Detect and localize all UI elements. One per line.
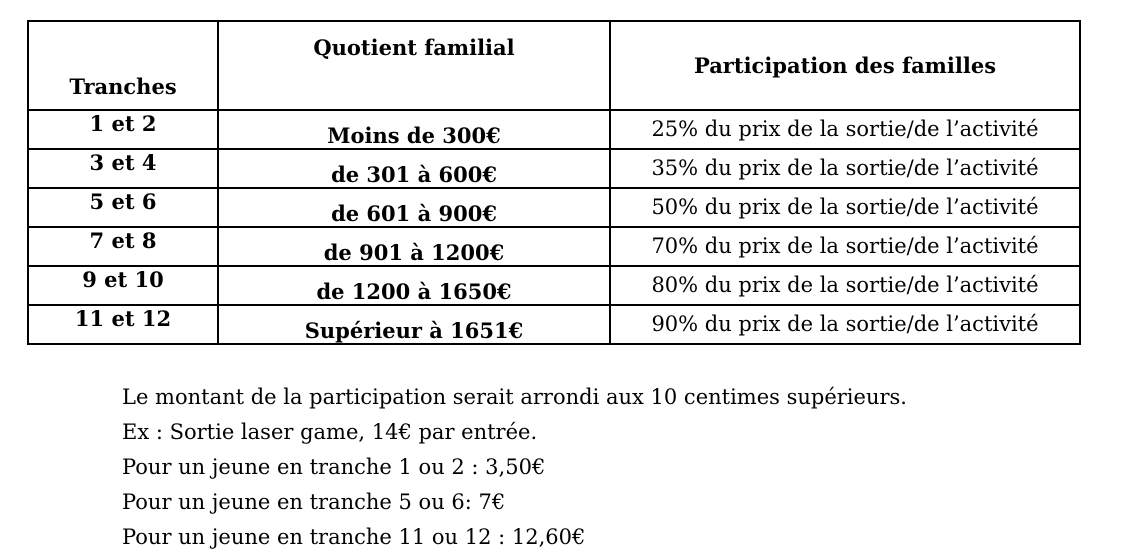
cell-participation: 50% du prix de la sortie/de l’activité [610, 188, 1080, 227]
note-tranche-1-2: Pour un jeune en tranche 1 ou 2 : 3,50€ [122, 455, 546, 479]
table-row [28, 266, 1080, 305]
cell-participation: 90% du prix de la sortie/de l’activité [610, 305, 1080, 344]
notes-block [122, 380, 907, 555]
table-body [28, 110, 1080, 344]
table-row [28, 305, 1080, 344]
cell-tranche: 7 et 8 [28, 227, 218, 266]
header-tranches: Tranches [28, 21, 218, 110]
note-tranche-11-12: Pour un jeune en tranche 11 ou 12 : 12,60€ [122, 525, 586, 549]
table-row [28, 227, 1080, 266]
cell-quotient: Moins de 300€ [218, 110, 610, 149]
header-quotient-familial: Quotient familial [218, 21, 610, 110]
cell-tranche: 5 et 6 [28, 188, 218, 227]
table-row [28, 110, 1080, 149]
table-row [28, 149, 1080, 188]
note-example: Ex : Sortie laser game, 14€ par entrée. [122, 420, 538, 444]
table-row [28, 188, 1080, 227]
cell-tranche: 1 et 2 [28, 110, 218, 149]
cell-tranche: 9 et 10 [28, 266, 218, 305]
cell-participation: 35% du prix de la sortie/de l’activité [610, 149, 1080, 188]
cell-tranche: 11 et 12 [28, 305, 218, 344]
cell-tranche: 3 et 4 [28, 149, 218, 188]
cell-participation: 80% du prix de la sortie/de l’activité [610, 266, 1080, 305]
cell-quotient: de 1200 à 1650€ [218, 266, 610, 305]
note-rounding: Le montant de la participation serait arrondi aux 10 centimes supérieurs. [122, 385, 907, 409]
cell-quotient: de 601 à 900€ [218, 188, 610, 227]
cell-participation: 70% du prix de la sortie/de l’activité [610, 227, 1080, 266]
participation-table [27, 20, 1081, 345]
table-header [28, 21, 1080, 110]
header-row [28, 21, 1080, 110]
cell-quotient: Supérieur à 1651€ [218, 305, 610, 344]
note-tranche-5-6: Pour un jeune en tranche 5 ou 6: 7€ [122, 490, 506, 514]
cell-quotient: de 901 à 1200€ [218, 227, 610, 266]
cell-participation: 25% du prix de la sortie/de l’activité [610, 110, 1080, 149]
cell-quotient: de 301 à 600€ [218, 149, 610, 188]
header-participation: Participation des familles [610, 21, 1080, 110]
